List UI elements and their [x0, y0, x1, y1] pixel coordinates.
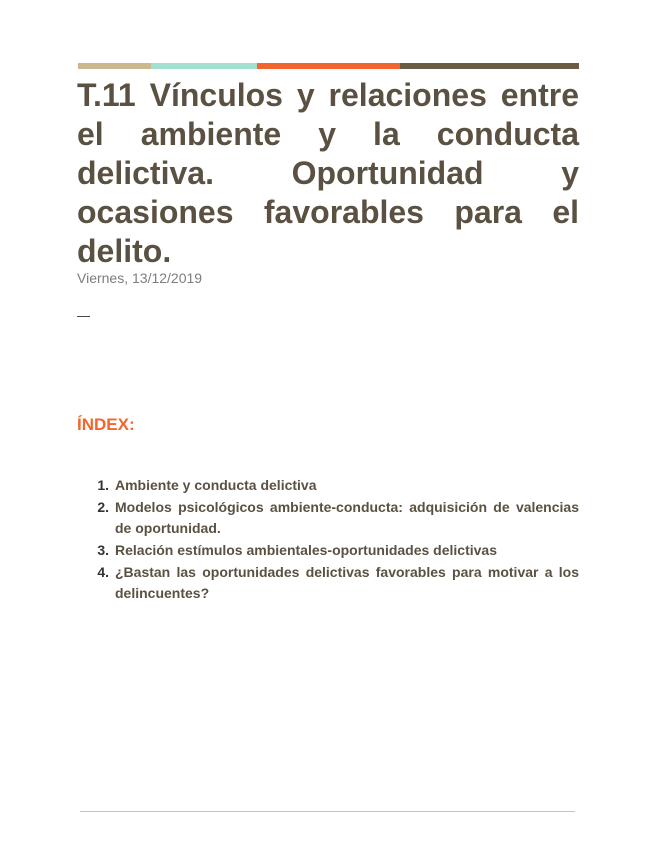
color-bar-segment-1 — [78, 63, 151, 69]
color-bar-segment-3 — [257, 63, 400, 69]
index-item-text: Modelos psicológicos ambiente-conducta: adquisición de valencias de oportunidad. — [115, 499, 579, 536]
document-date: Viernes, 13/12/2019 — [77, 270, 203, 286]
index-item-2 — [77, 497, 579, 539]
index-heading: ÍNDEX: — [77, 415, 135, 434]
index-item-3 — [77, 540, 579, 561]
color-bar-segment-4 — [400, 63, 579, 69]
page-title: T.11 Vínculos y relaciones entre el ambiente y la conducta delictiva. Oportunidad y ocasiones favorables para el delito. — [77, 77, 579, 269]
index-item-number: 2. — [97, 499, 109, 515]
index-item-text: ¿Bastan las oportunidades delictivas favorables para motivar a los delincuentes? — [115, 564, 579, 601]
index-item-text: Relación estímulos ambientales-oportunidades delictivas — [115, 542, 497, 558]
index-item-1 — [77, 475, 579, 496]
decorative-color-bar — [78, 63, 579, 69]
color-bar-segment-2 — [151, 63, 257, 69]
index-item-number: 3. — [97, 542, 109, 558]
index-item-number: 1. — [97, 477, 109, 493]
index-item-text: Ambiente y conducta delictiva — [115, 477, 317, 493]
index-item-number: 4. — [97, 564, 109, 580]
separator-dash — [77, 316, 90, 317]
footer-divider — [80, 811, 575, 812]
index-item-4 — [77, 562, 579, 604]
index-list — [77, 475, 579, 605]
